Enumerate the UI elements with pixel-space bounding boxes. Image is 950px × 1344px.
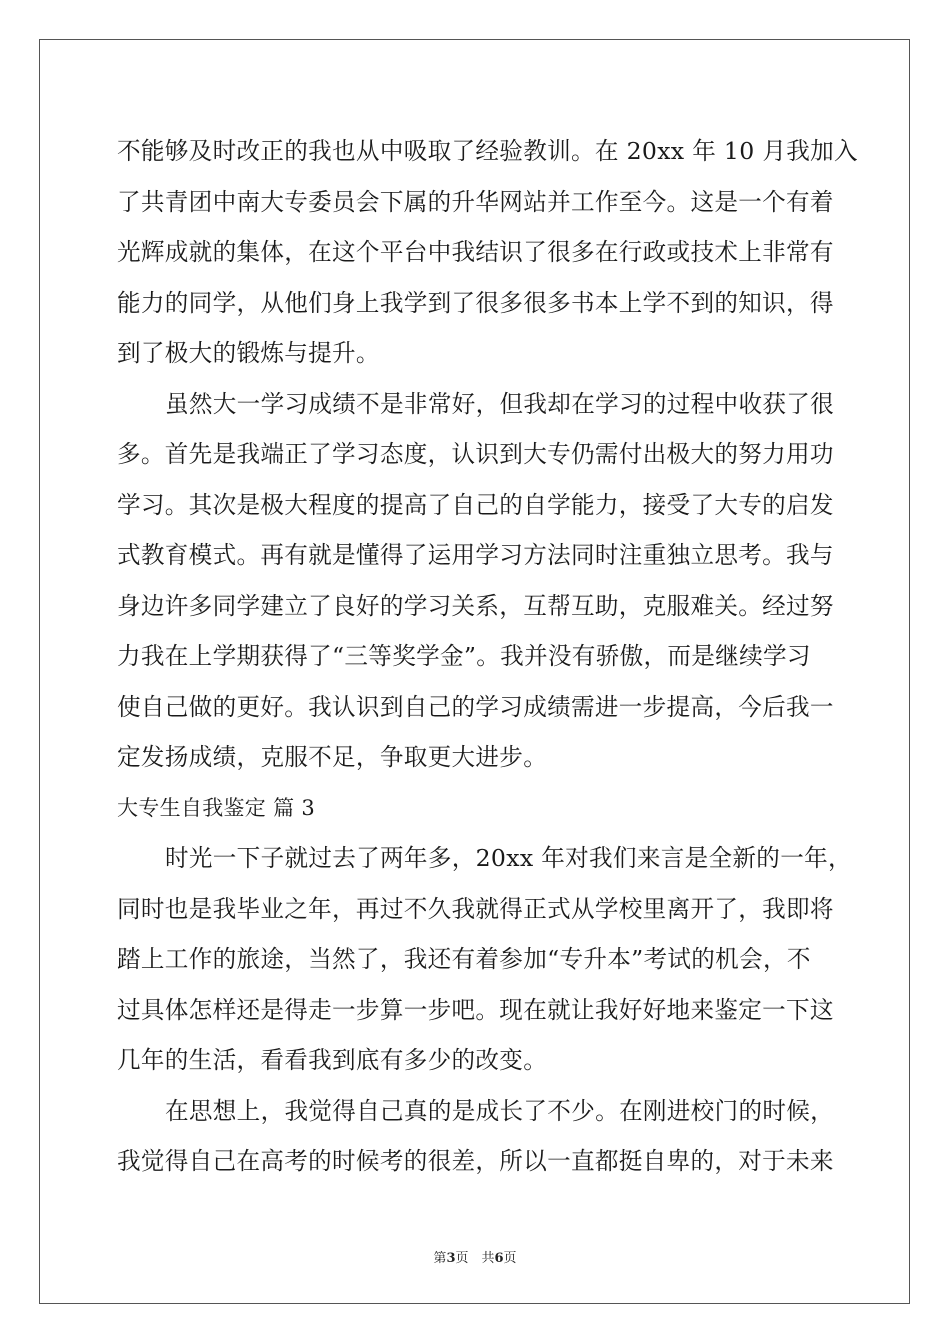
text-line: 到了极大的锻炼与提升。	[117, 339, 380, 367]
page-number-middle: 页 共	[455, 1251, 495, 1266]
text-line: 光辉成就的集体，在这个平台中我结识了很多在行政或技术上非常有	[117, 238, 834, 266]
paragraph-first-line: 虽然大一学习成绩不是非常好，但我却在学习的过程中收获了很	[165, 389, 835, 418]
text-line: 多。首先是我端正了学习态度，认识到大专仍需付出极大的努力用功	[117, 440, 834, 468]
text-line: 过具体怎样还是得走一步算一步吧。现在就让我好好地来鉴定一下这	[117, 995, 834, 1024]
total-page-count: 6	[494, 1251, 504, 1266]
text-line: 能力的同学，从他们身上我学到了很多很多书本上学不到的知识，得	[117, 288, 834, 317]
section-heading: 大专生自我鉴定 篇 3	[117, 795, 316, 820]
text-line: 踏上工作的旅途，当然了，我还有着参加“专升本”考试的机会，不	[117, 945, 811, 973]
text-line: 使自己做的更好。我认识到自己的学习成绩需进一步提高，今后我一	[117, 692, 834, 721]
text-line: 式教育模式。再有就是懂得了运用学习方法同时注重独立思考。我与	[117, 541, 834, 569]
text-line: 不能够及时改正的我也从中吸取了经验教训。在 20xx 年 10 月我加入	[117, 137, 858, 165]
page-number-prefix: 第	[433, 1251, 447, 1266]
paragraph-first-line: 在思想上，我觉得自己真的是成长了不少。在刚进校门的时候，	[165, 1096, 835, 1125]
text-line: 力我在上学期获得了“三等奖学金”。我并没有骄傲，而是继续学习	[117, 642, 811, 670]
text-line: 几年的生活，看看我到底有多少的改变。	[117, 1046, 548, 1074]
text-line: 身边许多同学建立了良好的学习关系，互帮互助，克服难关。经过努	[117, 591, 834, 620]
text-line: 了共青团中南大专委员会下属的升华网站并工作至今。这是一个有着	[117, 187, 834, 216]
paragraph-first-line: 时光一下子就过去了两年多，20xx 年对我们来言是全新的一年，	[165, 844, 852, 872]
document-body	[117, 126, 858, 1187]
current-page-number: 3	[446, 1251, 456, 1266]
text-line: 同时也是我毕业之年，再过不久我就得正式从学校里离开了，我即将	[117, 894, 834, 923]
text-line: 我觉得自己在高考的时候考的很差，所以一直都挺自卑的，对于未来	[117, 1147, 834, 1175]
page-footer	[0, 1247, 950, 1266]
text-line: 学习。其次是极大程度的提高了自己的自学能力，接受了大专的启发	[117, 490, 834, 519]
page-number-suffix: 页	[503, 1251, 517, 1266]
text-line: 定发扬成绩，克服不足，争取更大进步。	[117, 743, 548, 771]
